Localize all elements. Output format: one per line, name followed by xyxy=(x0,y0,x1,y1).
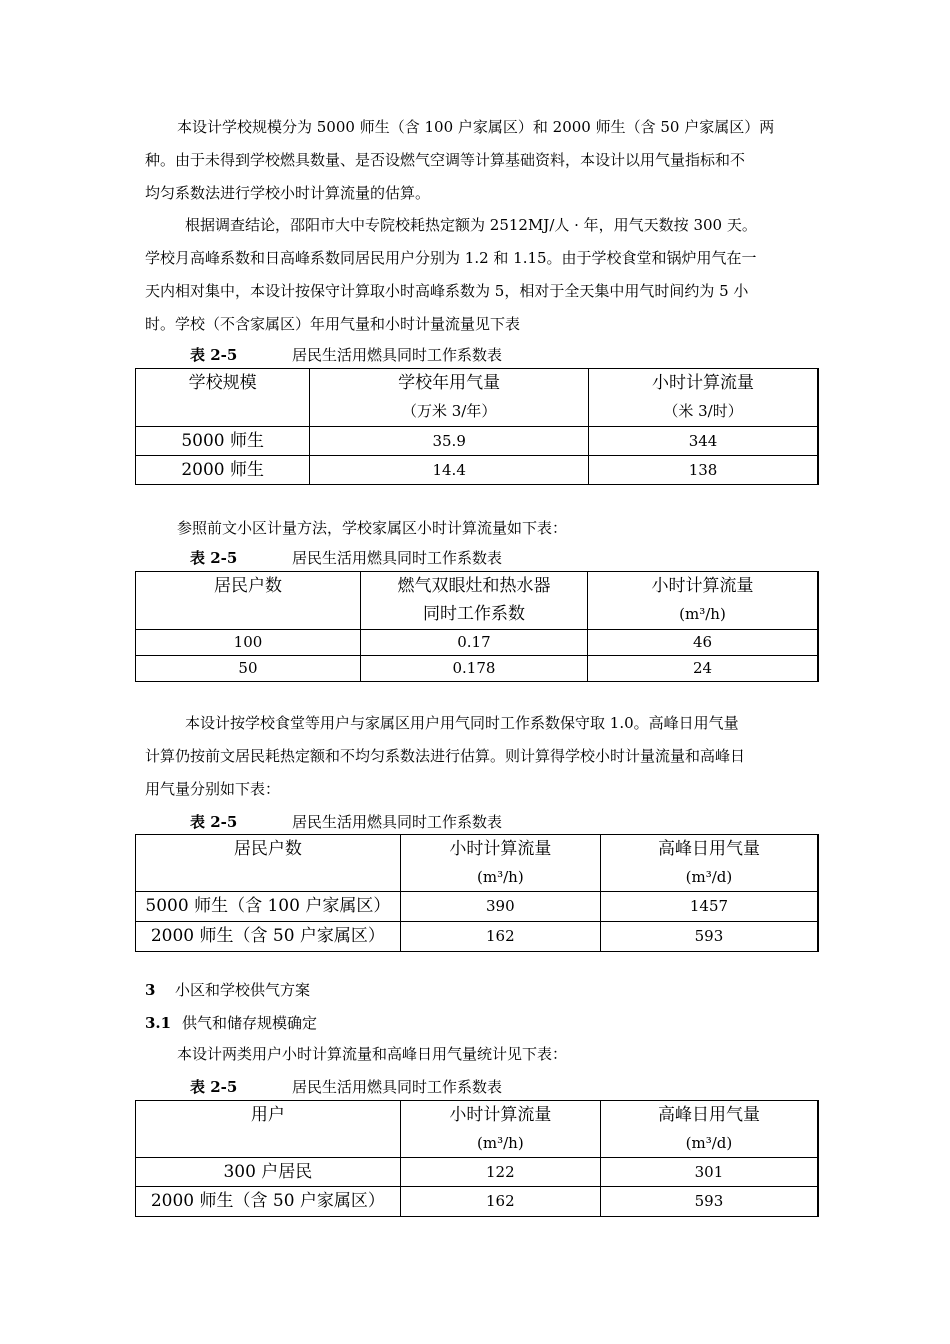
header-cell: 学校规模 xyxy=(136,369,310,427)
header-cell: 高峰日用气量 (m³/d) xyxy=(600,835,818,892)
subsection-heading xyxy=(145,1013,317,1033)
paragraph-survey-conclusion xyxy=(145,209,810,341)
caption-title: 居民生活用燃具同时工作系数表 xyxy=(292,549,503,567)
cell: 5000 师生（含 100 户家属区） xyxy=(136,892,401,922)
table-school-peak xyxy=(135,834,819,952)
cell: 593 xyxy=(600,922,818,952)
cell: 162 xyxy=(400,922,600,952)
cell: 390 xyxy=(400,892,600,922)
text-line: 均匀系数法进行学校小时计算流量的估算。 xyxy=(145,184,431,202)
table-header-row xyxy=(136,1101,819,1158)
caption-number: 表 2-5 xyxy=(190,813,238,831)
text-line: 本设计学校规模分为 5000 师生（含 100 户家属区）和 2000 师生（含 50 户家属区）两 xyxy=(177,118,775,136)
header-cell: 高峰日用气量 (m³/d) xyxy=(600,1101,818,1158)
cell: 593 xyxy=(600,1187,818,1217)
header-cell: 居民户数 xyxy=(136,572,361,630)
table-row xyxy=(136,922,819,952)
heading-text: 小区和学校供气方案 xyxy=(175,981,311,999)
paragraph-peak-day xyxy=(145,707,810,806)
heading-number: 3 xyxy=(145,981,156,999)
cell: 138 xyxy=(589,456,818,485)
table-row xyxy=(136,630,819,656)
cell: 301 xyxy=(600,1158,818,1187)
text-line: 计算仍按前文居民耗热定额和不均匀系数法进行估算。则计算得学校小时计量流量和高峰日 xyxy=(145,747,746,765)
header-cell: 小时计算流量 (m³/h) xyxy=(400,1101,600,1158)
cell: 35.9 xyxy=(310,427,589,456)
table-caption xyxy=(190,812,502,832)
table-caption xyxy=(190,345,502,365)
text-line: 天内相对集中，本设计按保守计算取小时高峰系数为 5，相对于全天集中用气时间约为 5 小 xyxy=(145,282,749,300)
heading-number: 3.1 xyxy=(145,1014,172,1032)
table-row xyxy=(136,456,819,485)
paragraph-family-area xyxy=(145,512,810,545)
cell: 2000 师生（含 50 户家属区） xyxy=(136,1187,401,1217)
table-row xyxy=(136,892,819,922)
table-row xyxy=(136,1187,819,1217)
table-family-area-flow xyxy=(135,571,819,682)
text-line: 本设计两类用户小时计算流量和高峰日用气量统计见下表： xyxy=(177,1045,568,1063)
table-caption xyxy=(190,548,502,568)
text-line: 种。由于未得到学校燃具数量、是否设燃气空调等计算基础资料，本设计以用气量指标和不 xyxy=(145,151,746,169)
table-supply-summary xyxy=(135,1100,819,1217)
cell: 24 xyxy=(587,656,818,682)
text-line: 时。学校（不含家属区）年用气量和小时计量流量见下表 xyxy=(145,315,521,333)
header-cell: 燃气双眼灶和热水器 同时工作系数 xyxy=(360,572,587,630)
text-line: 本设计按学校食堂等用户与家属区用户用气同时工作系数保守取 1.0。高峰日用气量 xyxy=(185,714,739,732)
header-cell: 居民户数 xyxy=(136,835,401,892)
table-school-gas-usage xyxy=(135,368,819,485)
cell: 14.4 xyxy=(310,456,589,485)
caption-title: 居民生活用燃具同时工作系数表 xyxy=(292,1078,503,1096)
table-caption xyxy=(190,1077,502,1097)
text-line: 根据调查结论，邵阳市大中专院校耗热定额为 2512MJ/人 · 年，用气天数按 300 天。 xyxy=(185,216,757,234)
cell: 5000 师生 xyxy=(136,427,310,456)
caption-number: 表 2-5 xyxy=(190,346,238,364)
cell: 2000 师生 xyxy=(136,456,310,485)
text-line: 学校月高峰系数和日高峰系数同居民用户分别为 1.2 和 1.15。由于学校食堂和锅炉用气在一 xyxy=(145,249,757,267)
paragraph-statistics xyxy=(145,1038,810,1071)
table-header-row xyxy=(136,369,819,427)
cell: 100 xyxy=(136,630,361,656)
header-cell: 学校年用气量 （万米 3/年） xyxy=(310,369,589,427)
heading-text: 供气和储存规模确定 xyxy=(182,1014,318,1032)
header-cell: 小时计算流量 (m³/h) xyxy=(587,572,818,630)
cell: 50 xyxy=(136,656,361,682)
header-cell: 用户 xyxy=(136,1101,401,1158)
caption-number: 表 2-5 xyxy=(190,549,238,567)
table-header-row xyxy=(136,835,819,892)
header-cell: 小时计算流量 (m³/h) xyxy=(400,835,600,892)
cell: 1457 xyxy=(600,892,818,922)
section-heading xyxy=(145,980,310,1000)
cell: 0.17 xyxy=(360,630,587,656)
cell: 344 xyxy=(589,427,818,456)
cell: 162 xyxy=(400,1187,600,1217)
caption-title: 居民生活用燃具同时工作系数表 xyxy=(292,346,503,364)
paragraph-school-scale xyxy=(145,111,810,210)
header-cell: 小时计算流量 （米 3/时） xyxy=(589,369,818,427)
cell: 0.178 xyxy=(360,656,587,682)
text-line: 用气量分别如下表： xyxy=(145,780,281,798)
table-row xyxy=(136,656,819,682)
table-row xyxy=(136,1158,819,1187)
table-header-row xyxy=(136,572,819,630)
table-row xyxy=(136,427,819,456)
cell: 122 xyxy=(400,1158,600,1187)
cell: 300 户居民 xyxy=(136,1158,401,1187)
caption-number: 表 2-5 xyxy=(190,1078,238,1096)
caption-title: 居民生活用燃具同时工作系数表 xyxy=(292,813,503,831)
text-line: 参照前文小区计量方法，学校家属区小时计算流量如下表： xyxy=(177,519,568,537)
cell: 2000 师生（含 50 户家属区） xyxy=(136,922,401,952)
cell: 46 xyxy=(587,630,818,656)
